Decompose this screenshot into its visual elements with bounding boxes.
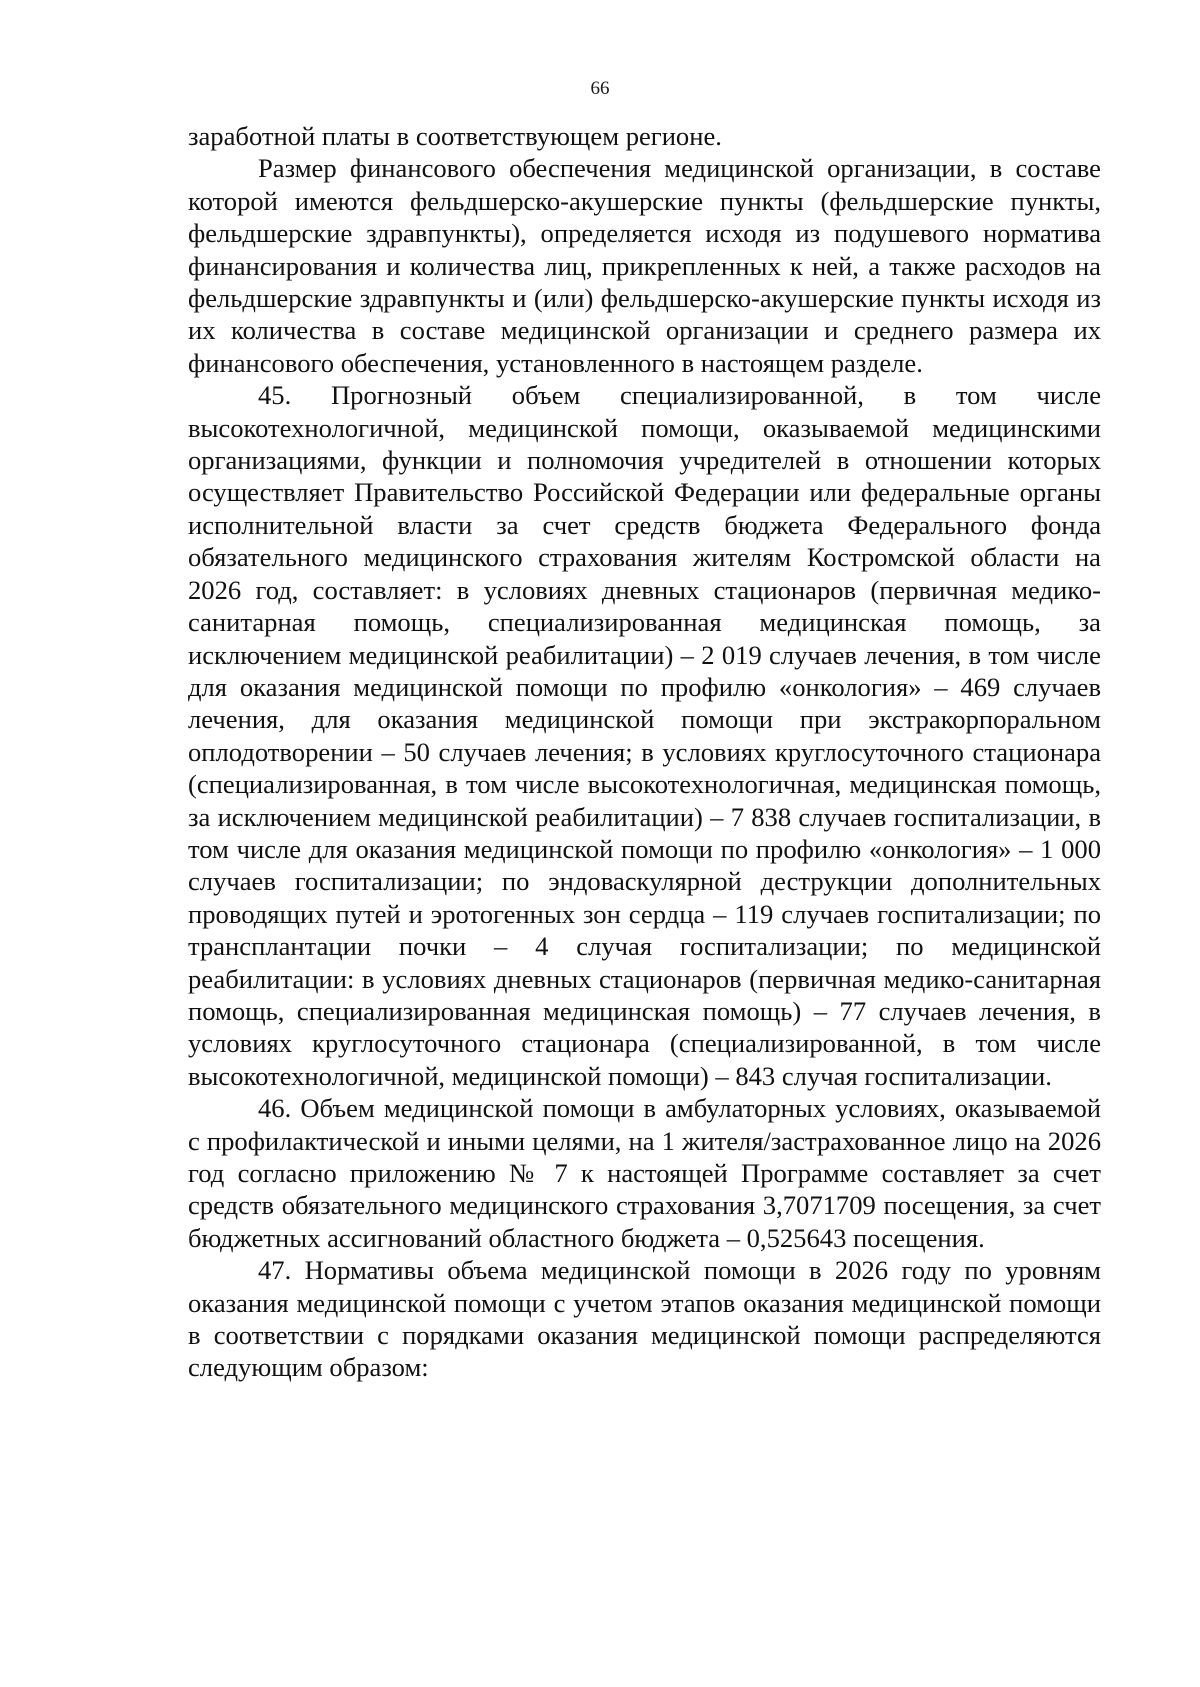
paragraph-45: 45. Прогнозный объем специализированной, в том числе высокотехнологичной, медицинской помощи, оказываемой медицинскими организациями, функции и полномочия учредителей в отношении которых осуществляет Правительство Российской Федерации или федеральные органы исполнительной власти за счет средств бюджета Федерального фонда обязательного медицинского страхования жителям Костромской области на 2026 год, составляет: в условиях дневных стационаров (первичная медико-санитарная помощь, специализированная медицинская помощь, за исключением медицинской реабилитации) – 2 019 случаев лечения, в том числе для оказания медицинской помощи по профилю «онкология» – 469 случаев лечения, для оказания медицинской помощи при экстракорпоральном оплодотворении – 50 случаев лечения; в условиях круглосуточного стационара (специализированная, в том числе высокотехнологичная, медицинская помощь, за исключением медицинской реабилитации) – 7 838 случаев госпитализации, в том числе для оказания медицинской помощи по профилю «онкология» – 1 000 случаев госпитализации; по эндоваскулярной деструкции дополнительных проводящих путей и эротогенных зон сердца – 119 случаев госпитализации; по трансплантации почки – 4 случая госпитализации; по медицинской реабилитации: в условиях дневных стационаров (первичная медико-санитарная помощь, специализированная медицинская помощь) – 77 случаев лечения, в условиях круглосуточного стационара (специализированной, в том числе высокотехнологичной, медицинской помощи) – 843 случая госпитализации. [188,380,1101,1091]
page-number: 66 [590,78,610,99]
paragraph-46: 46. Объем медицинской помощи в амбулаторных условиях, оказываемой с профилактической и иными целями, на 1 жителя/застрахованное лицо на 2026 год согласно приложению № 7 к настоящей Программе составляет за счет средств обязательного медицинского страхования 3,7071709 посещения, за счет бюджетных ассигнований областного бюджета – 0,525643 посещения. [188,1093,1101,1253]
paragraph-fap-financing: Размер финансового обеспечения медицинской организации, в составе которой имеются фельдшерско-акушерские пункты (фельдшерские пункты, фельдшерские здравпункты), определяется исходя из подушевого норматива финансирования и количества лиц, прикрепленных к ней, а также расходов на фельдшерские здравпункты и (или) фельдшерско-акушерские пункты исходя из их количества в составе медицинской организации и среднего размера их финансового обеспечения, установленного в настоящем разделе. [188,153,1101,378]
paragraph-47: 47. Нормативы объема медицинской помощи в 2026 году по уровням оказания медицинской помощи с учетом этапов оказания медицинской помощи в соответствии с порядками оказания медицинской помощи распределяются следующим образом: [188,1255,1101,1383]
paragraph-continuation: заработной платы в соответствующем регионе. [188,121,722,151]
document-body [188,120,1101,1384]
